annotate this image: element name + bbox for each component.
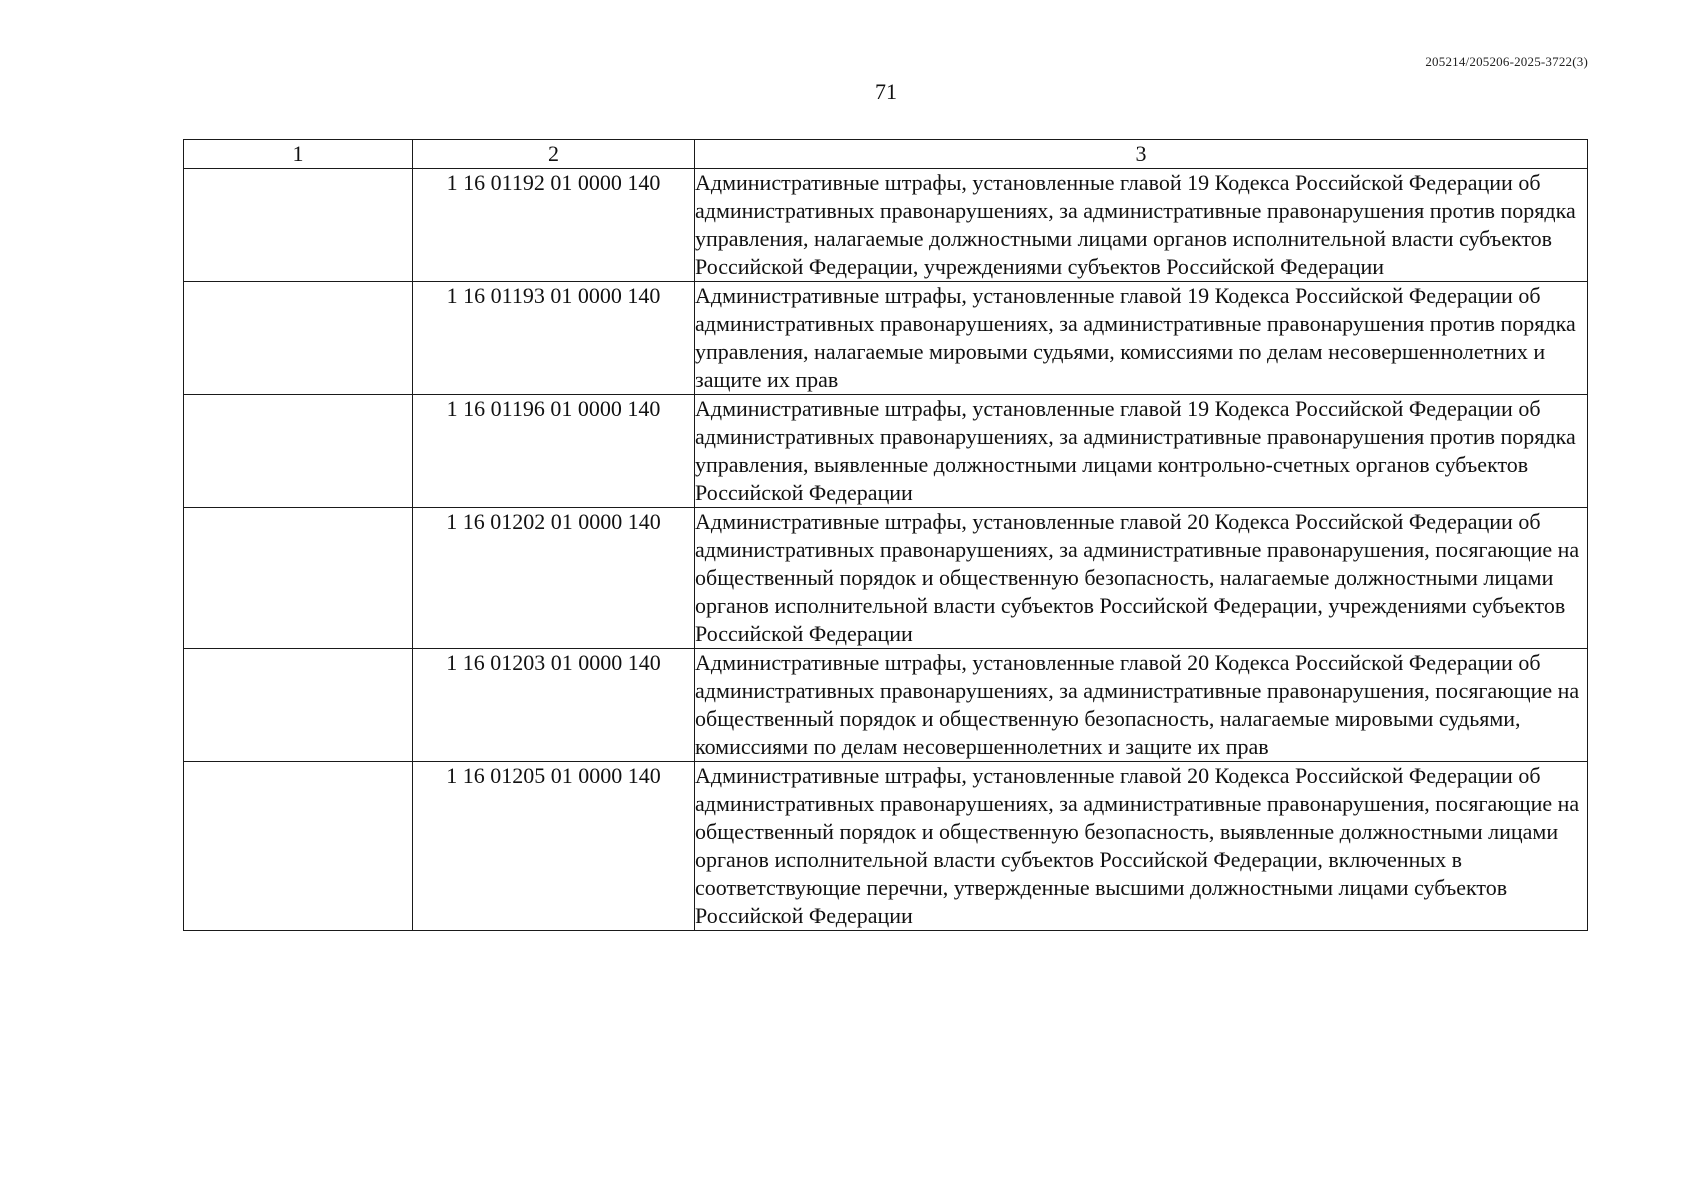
budget-code-cell: 1 16 01196 01 0000 140	[413, 395, 695, 508]
table-row	[184, 169, 1588, 282]
table-row	[184, 762, 1588, 931]
description-cell: Административные штрафы, установленные главой 20 Кодекса Российской Федерации об административных правонарушениях, за административные правонарушения, посягающие на общественный порядок и общественную безопасность, выявленные должностными лицами органов исполнительной власти субъектов Российской Федерации, включенных в соответствующие перечни, утвержденные высшими должностными лицами субъектов Российской Федерации	[695, 762, 1588, 931]
description-cell: Административные штрафы, установленные главой 19 Кодекса Российской Федерации об административных правонарушениях, за административные правонарушения против порядка управления, налагаемые должностными лицами органов исполнительной власти субъектов Российской Федерации, учреждениями субъектов Российской Федерации	[695, 169, 1588, 282]
table-row	[184, 649, 1588, 762]
description-cell: Административные штрафы, установленные главой 20 Кодекса Российской Федерации об административных правонарушениях, за административные правонарушения, посягающие на общественный порядок и общественную безопасность, налагаемые должностными лицами органов исполнительной власти субъектов Российской Федерации, учреждениями субъектов Российской Федерации	[695, 508, 1588, 649]
budget-code-cell: 1 16 01205 01 0000 140	[413, 762, 695, 931]
row-col1-cell	[184, 282, 413, 395]
table-row	[184, 282, 1588, 395]
description-cell: Административные штрафы, установленные главой 19 Кодекса Российской Федерации об административных правонарушениях, за административные правонарушения против порядка управления, выявленные должностными лицами контрольно-счетных органов субъектов Российской Федерации	[695, 395, 1588, 508]
description-cell: Административные штрафы, установленные главой 20 Кодекса Российской Федерации об административных правонарушениях, за административные правонарушения, посягающие на общественный порядок и общественную безопасность, налагаемые мировыми судьями, комиссиями по делам несовершеннолетних и защите их прав	[695, 649, 1588, 762]
column-header-3: 3	[695, 140, 1588, 169]
table-header-row	[184, 140, 1588, 169]
table-row	[184, 395, 1588, 508]
document-id: 205214/205206-2025-3722(3)	[1425, 54, 1588, 69]
column-header-2: 2	[413, 140, 695, 169]
row-col1-cell	[184, 762, 413, 931]
row-col1-cell	[184, 508, 413, 649]
budget-code-cell: 1 16 01203 01 0000 140	[413, 649, 695, 762]
budget-code-cell: 1 16 01192 01 0000 140	[413, 169, 695, 282]
budget-codes-table	[183, 139, 1588, 931]
row-col1-cell	[184, 395, 413, 508]
description-cell: Административные штрафы, установленные главой 19 Кодекса Российской Федерации об административных правонарушениях, за административные правонарушения против порядка управления, налагаемые мировыми судьями, комиссиями по делам несовершеннолетних и защите их прав	[695, 282, 1588, 395]
row-col1-cell	[184, 169, 413, 282]
page-number: 71	[875, 79, 897, 104]
table-row	[184, 508, 1588, 649]
budget-code-cell: 1 16 01193 01 0000 140	[413, 282, 695, 395]
budget-code-cell: 1 16 01202 01 0000 140	[413, 508, 695, 649]
row-col1-cell	[184, 649, 413, 762]
column-header-1: 1	[184, 140, 413, 169]
